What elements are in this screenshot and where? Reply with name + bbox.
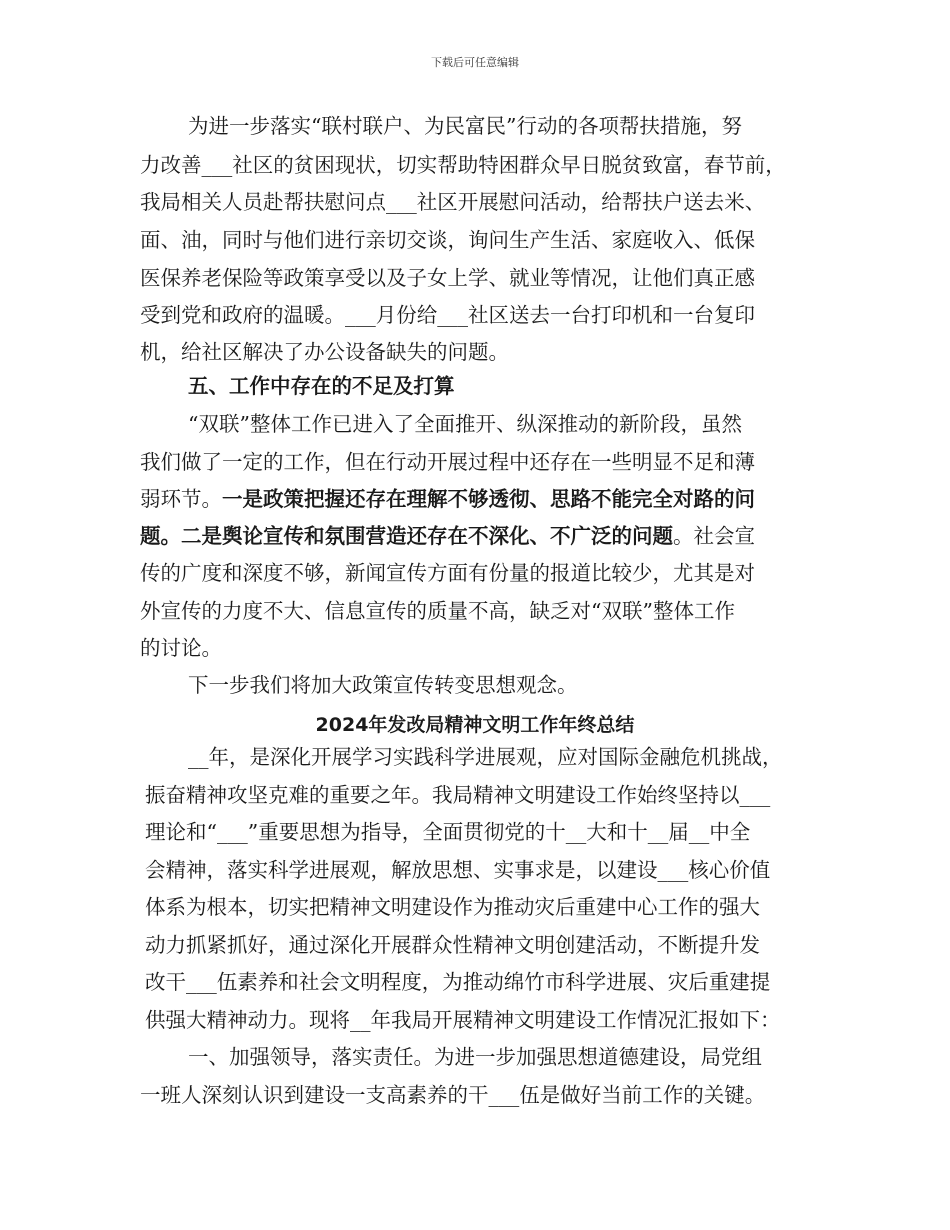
paragraph-line: 动力抓紧抓好，通过深化开展群众性精神文明创建活动，不断提升发 bbox=[145, 933, 760, 957]
paragraph-line: 供强大精神动力。现将__年我局开展精神文明建设工作情况汇报如下： bbox=[145, 1008, 781, 1032]
normal-text: 。社会宣 bbox=[673, 524, 755, 548]
paragraph-line: 改干___伍素养和社会文明程度，为推动绵竹市科学进展、灾后重建提 bbox=[145, 970, 771, 994]
paragraph-line: 机，给社区解决了办公设备缺失的问题。 bbox=[140, 340, 509, 364]
paragraph-line: 振奋精神攻坚克难的重要之年。我局精神文明建设工作始终坚持以___ bbox=[145, 783, 771, 807]
paragraph-line: “双联”整体工作已进入了全面推开、纵深推动的新阶段，虽然 bbox=[188, 412, 742, 436]
paragraph-line: 下一步我们将加大政策宣传转变思想观念。 bbox=[188, 673, 578, 697]
paragraph-line: 为进一步落实“联村联户、为民富民”行动的各项帮扶措施，努 bbox=[188, 114, 742, 138]
paragraph-line: 传的广度和深度不够，新闻宣传方面有份量的报道比较少，尤其是对 bbox=[140, 561, 755, 585]
paragraph-line: 理论和“___”重要思想为指导，全面贯彻党的十__大和十__届__中全 bbox=[145, 820, 751, 844]
paragraph-line: 受到党和政府的温暖。___月份给___社区送去一台打印机和一台复印 bbox=[140, 303, 755, 327]
paragraph-line: __年，是深化开展学习实践科学进展观，应对国际金融危机挑战， bbox=[188, 745, 783, 769]
paragraph-line: 医保养老保险等政策享受以及子女上学、就业等情况，让他们真正感 bbox=[140, 266, 755, 290]
paragraph-line: 面、油，同时与他们进行亲切交谈，询问生产生活、家庭收入、低保 bbox=[140, 228, 755, 252]
paragraph-line: 一班人深刻认识到建设一支高素养的干___伍是做好当前工作的关键。 bbox=[140, 1083, 766, 1107]
paragraph-line: 外宣传的力度不大、信息宣传的质量不高，缺乏对“双联”整体工作 bbox=[140, 599, 735, 623]
normal-text: 弱环节。 bbox=[140, 487, 222, 511]
document-title: 2024年发改局精神文明工作年终总结 bbox=[315, 714, 635, 736]
paragraph-line: 体系为根本，切实把精神文明建设作为推动灾后重建中心工作的强大 bbox=[145, 895, 760, 919]
paragraph-line bbox=[140, 489, 755, 510]
paragraph-line: 我局相关人员赴帮扶慰问点___社区开展慰问活动，给帮扶户送去米、 bbox=[140, 190, 766, 214]
paragraph-line: 会精神，落实科学进展观，解放思想、实事求是，以建设___核心价值 bbox=[145, 858, 771, 882]
paragraph-line: 的讨论。 bbox=[140, 636, 222, 660]
paragraph-line: 力改善___社区的贫困现状，切实帮助特困群众早日脱贫致富，春节前， bbox=[140, 153, 786, 177]
section-heading: 五、工作中存在的不足及打算 bbox=[188, 374, 455, 398]
emphasis-text: 题。二是舆论宣传和氛围营造还存在不深化、不广泛的问题 bbox=[140, 524, 673, 548]
paragraph-line: 一、加强领导，落实责任。为进一步加强思想道德建设，局党组 bbox=[188, 1045, 762, 1069]
paragraph-line bbox=[140, 526, 755, 547]
paragraph-line: 我们做了一定的工作，但在行动开展过程中还存在一些明显不足和薄 bbox=[140, 450, 755, 474]
emphasis-text: 一是政策把握还存在理解不够透彻、思路不能完全对路的问 bbox=[222, 487, 755, 511]
page-header: 下载后可任意编辑 bbox=[431, 56, 519, 69]
